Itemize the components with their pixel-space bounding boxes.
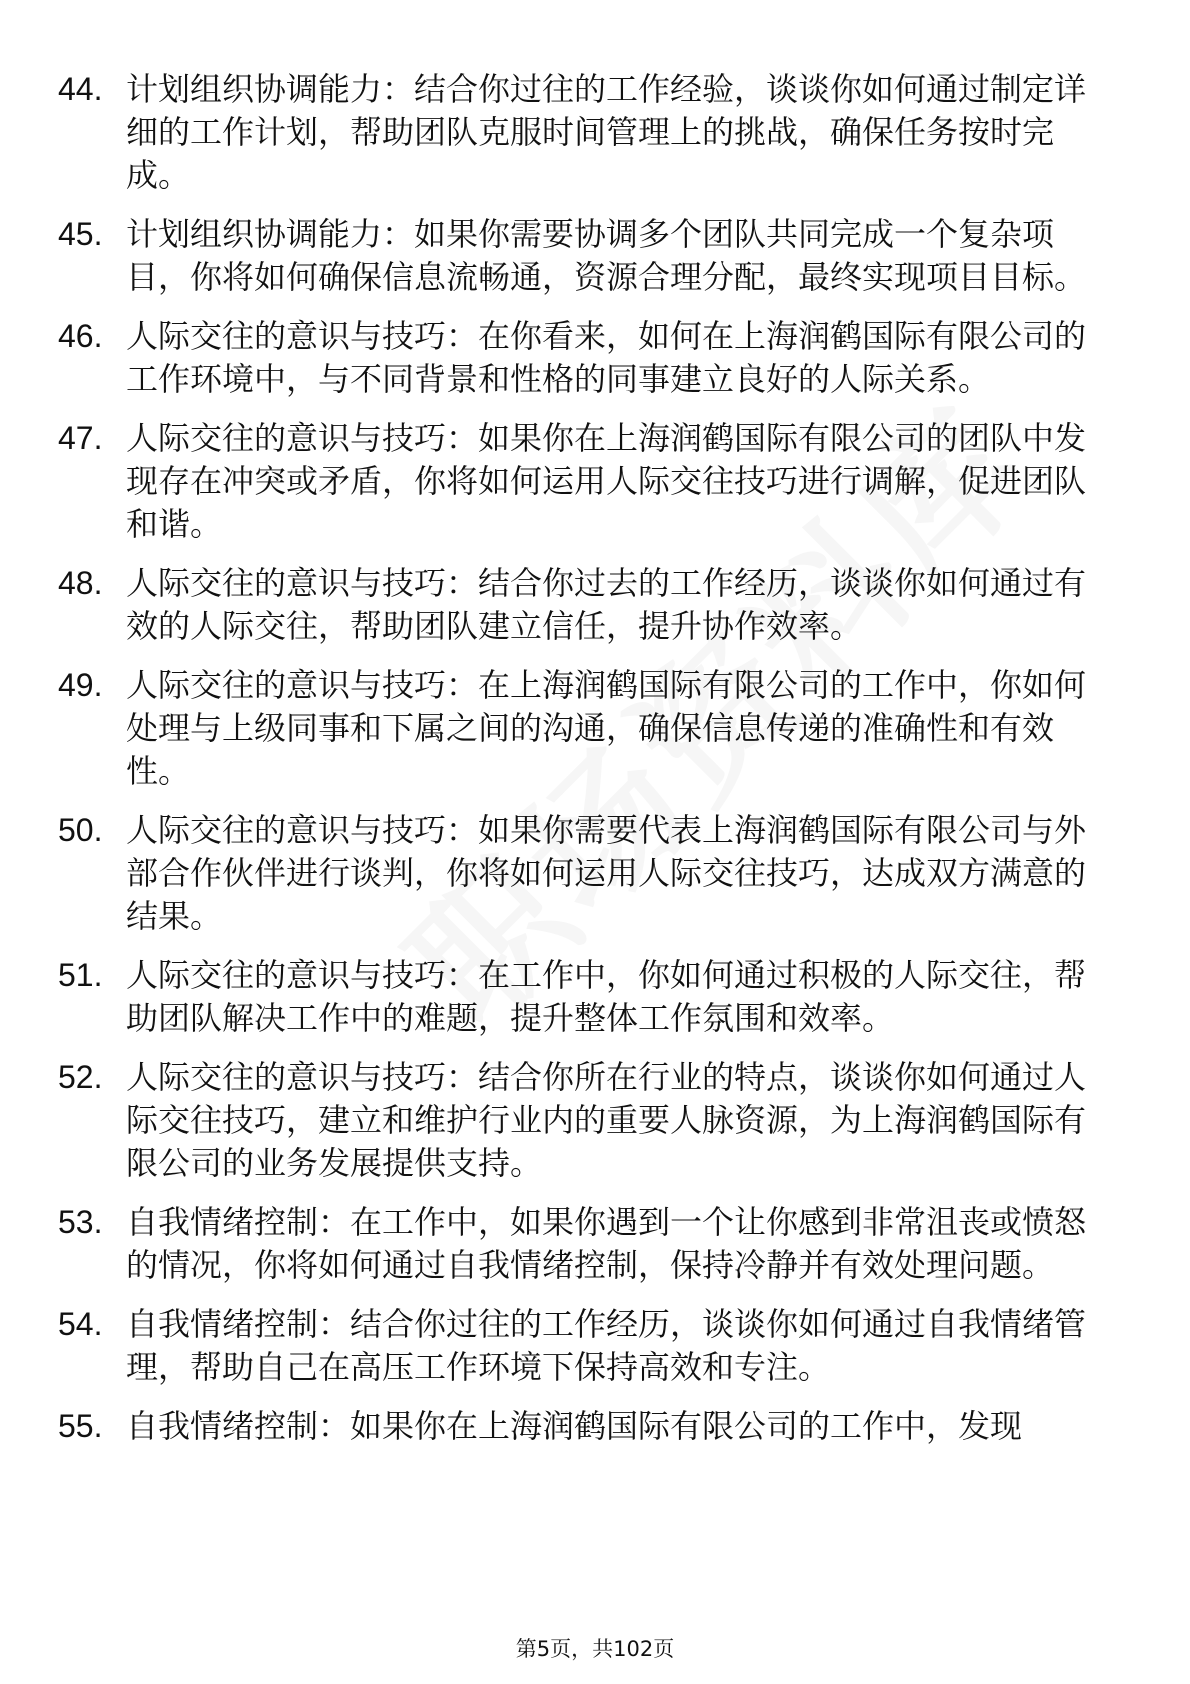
list-item (58, 562, 1110, 648)
list-item (58, 1056, 1110, 1185)
question-text: 人际交往的意识与技巧：在工作中，你如何通过积极的人际交往，帮助团队解决工作中的难题，提升整体工作氛围和效率。 (126, 956, 1087, 1037)
question-text: 自我情绪控制：在工作中，如果你遇到一个让你感到非常沮丧或愤怒的情况，你将如何通过自我情绪控制，保持冷静并有效处理问题。 (126, 1203, 1087, 1284)
question-number: 54. (58, 1306, 103, 1342)
list-item (58, 315, 1110, 401)
question-text: 人际交往的意识与技巧：如果你需要代表上海润鹤国际有限公司与外部合作伙伴进行谈判，你将如何运用人际交往技巧，达成双方满意的结果。 (126, 811, 1087, 935)
question-list (58, 68, 1110, 1464)
list-item (58, 1201, 1110, 1287)
question-text: 计划组织协调能力：如果你需要协调多个团队共同完成一个复杂项目，你将如何确保信息流畅通，资源合理分配，最终实现项目目标。 (126, 215, 1087, 296)
list-item (58, 68, 1110, 197)
list-item (58, 809, 1110, 938)
question-text: 人际交往的意识与技巧：在你看来，如何在上海润鹤国际有限公司的工作环境中，与不同背景和性格的同事建立良好的人际关系。 (126, 317, 1087, 398)
question-number: 51. (58, 957, 103, 993)
list-item (58, 664, 1110, 793)
list-item (58, 954, 1110, 1040)
question-number: 55. (58, 1408, 103, 1444)
question-text: 人际交往的意识与技巧：在上海润鹤国际有限公司的工作中，你如何处理与上级同事和下属之间的沟通，确保信息传递的准确性和有效性。 (126, 666, 1087, 790)
list-item (58, 1405, 1110, 1448)
question-text: 计划组织协调能力：结合你过往的工作经验，谈谈你如何通过制定详细的工作计划，帮助团队克服时间管理上的挑战，确保任务按时完成。 (126, 70, 1087, 194)
question-number: 50. (58, 812, 103, 848)
list-item (58, 213, 1110, 299)
question-text: 人际交往的意识与技巧：如果你在上海润鹤国际有限公司的团队中发现存在冲突或矛盾，你将如何运用人际交往技巧进行调解，促进团队和谐。 (126, 419, 1087, 543)
question-number: 49. (58, 667, 103, 703)
question-number: 46. (58, 318, 103, 354)
question-text: 自我情绪控制：结合你过往的工作经历，谈谈你如何通过自我情绪管理，帮助自己在高压工作环境下保持高效和专注。 (126, 1305, 1087, 1386)
question-text: 人际交往的意识与技巧：结合你所在行业的特点，谈谈你如何通过人际交往技巧，建立和维护行业内的重要人脉资源，为上海润鹤国际有限公司的业务发展提供支持。 (126, 1058, 1087, 1182)
page-footer: 第5页，共102页 (515, 1637, 675, 1661)
list-item (58, 417, 1110, 546)
question-number: 53. (58, 1204, 103, 1240)
question-number: 52. (58, 1059, 103, 1095)
list-item (58, 1303, 1110, 1389)
question-number: 44. (58, 71, 103, 107)
question-number: 45. (58, 216, 103, 252)
question-text: 人际交往的意识与技巧：结合你过去的工作经历，谈谈你如何通过有效的人际交往，帮助团队建立信任，提升协作效率。 (126, 564, 1087, 645)
question-number: 47. (58, 420, 103, 456)
question-text: 自我情绪控制：如果你在上海润鹤国际有限公司的工作中，发现 (126, 1407, 1023, 1445)
question-number: 48. (58, 565, 103, 601)
